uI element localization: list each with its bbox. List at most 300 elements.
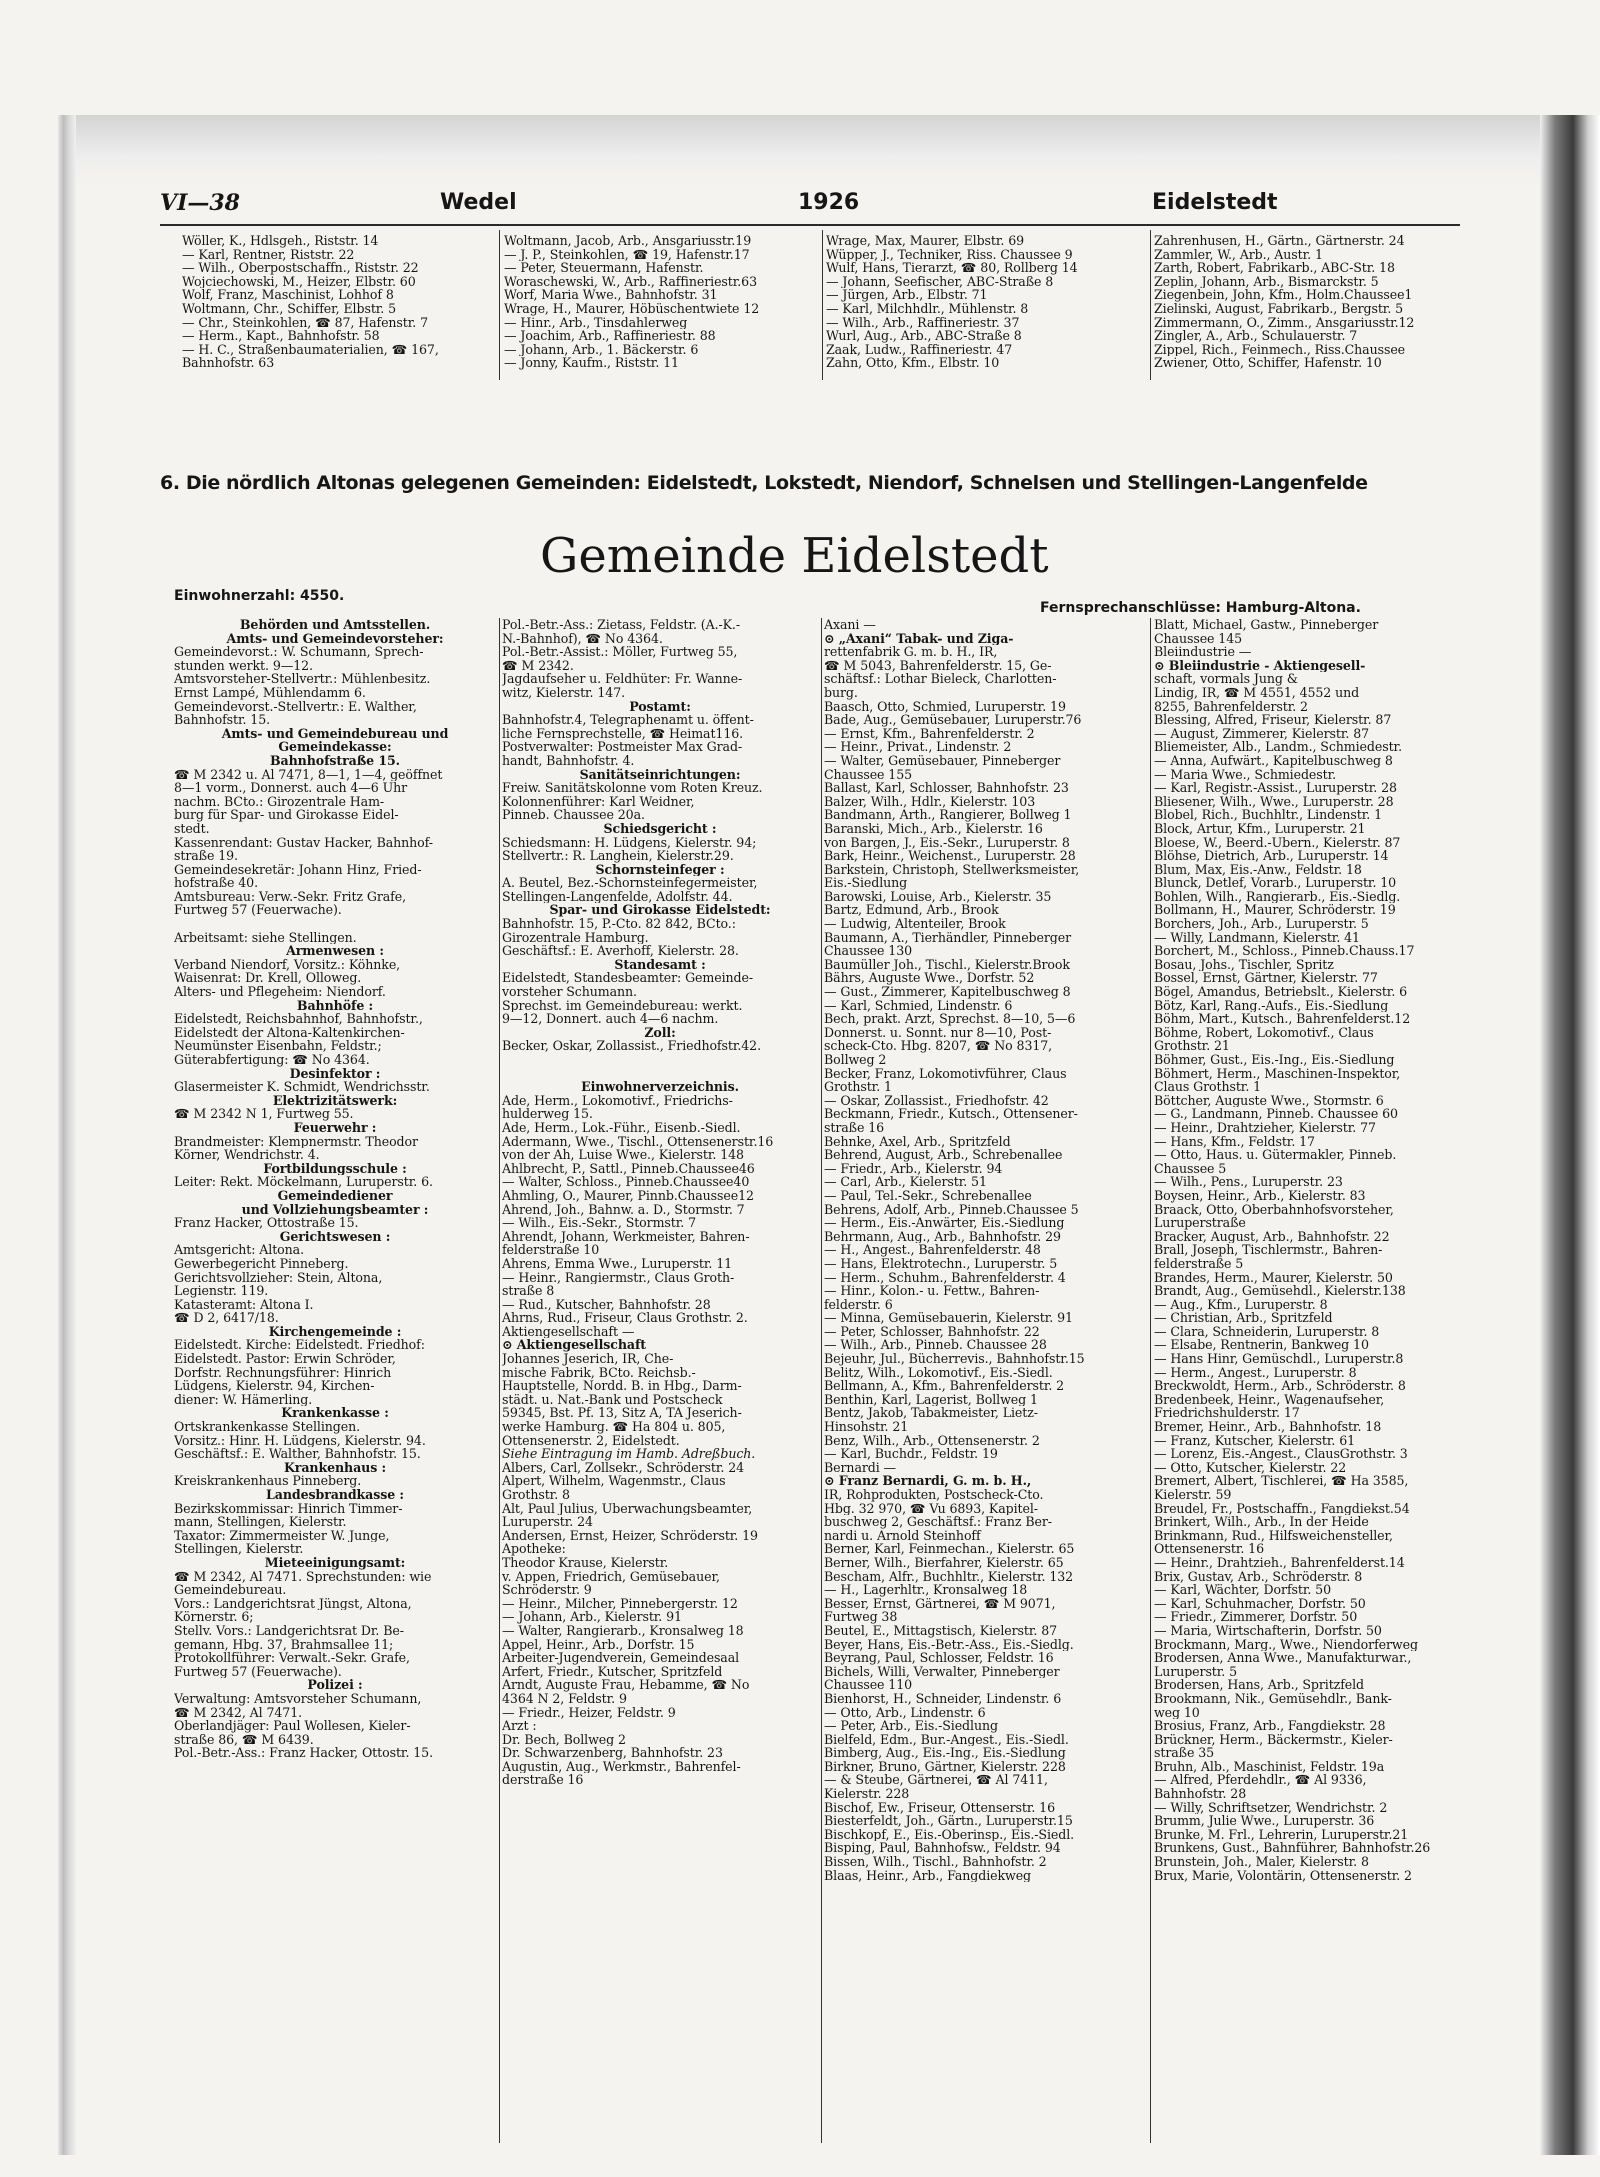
directory-entry: — H. C., Straßenbaumaterialien, ☎ 167,: [182, 342, 439, 357]
directory-entry: Zarth, Robert, Fabrikarb., ABC-Str. 18: [1154, 261, 1395, 275]
directory-entry: Hbg. 32 970, ☎ Vu 6893, Kapitel-: [824, 1501, 1038, 1516]
directory-entry: — Franz, Kutscher, Kielerstr. 61: [1154, 1433, 1356, 1448]
directory-entry: mann, Stellingen, Kielerstr.: [174, 1515, 347, 1529]
directory-entry: Verband Niendorf, Vorsitz.: Köhnke,: [174, 957, 401, 972]
directory-entry: Jagdaufseher u. Feldhüter: Fr. Wanne-: [502, 672, 743, 686]
header-place-wedel: Wedel: [440, 190, 517, 215]
directory-entry: Ortskrankenkasse Stellingen.: [174, 1420, 361, 1434]
directory-entry: Eidelstedt, Standesbeamter: Gemeinde-: [502, 971, 754, 986]
directory-entry: Pol.-Betr.-Assist.: Möller, Furtweg 55,: [502, 645, 738, 659]
directory-entry: Sanitätseinrichtungen:: [579, 767, 741, 782]
directory-entry: Bötz, Karl, Rang.-Aufs., Eis.-Siedlung: [1154, 998, 1389, 1013]
directory-entry: Bredenbeek, Heinr., Wagenaufseher,: [1154, 1392, 1385, 1407]
directory-entry: — Alfred, Pferdehdlr., ☎ Al 9336,: [1154, 1773, 1367, 1788]
directory-entry: stedt.: [174, 821, 210, 836]
directory-entry: — G., Landmann, Pinneb. Chaussee 60: [1154, 1107, 1398, 1121]
directory-entry: — Peter, Steuermann, Hafenstr.: [504, 261, 704, 275]
directory-entry: Vorsitz.: Hinr. H. Lüdgens, Kielerstr. 94.: [174, 1433, 426, 1448]
directory-entry: Ziegenbein, John, Kfm., Holm.Chaussee1: [1154, 288, 1413, 302]
directory-entry: Eidelstedt, Reichsbahnhof, Bahnhofstr.,: [174, 1012, 423, 1026]
directory-entry: Gemeindevorst.-Stellvertr.: E. Walther,: [174, 699, 417, 714]
directory-entry: Protokollführer: Verwalt.-Sekr. Grafe,: [174, 1651, 410, 1665]
directory-entry: Eidelstedt. Pastor: Erwin Schröder,: [174, 1352, 396, 1366]
directory-entry: — Karl, Wächter, Dorfstr. 50: [1154, 1583, 1331, 1597]
directory-entry: Gerichtsvollzieher: Stein, Altona,: [174, 1270, 383, 1285]
directory-entry: ☎ M 2342, Al 7471.: [174, 1705, 303, 1720]
directory-entry: Chaussee 145: [1154, 631, 1243, 646]
directory-entry: — Walter, Rangierarb., Kronsalweg 18: [502, 1623, 744, 1638]
directory-entry: Kolonnenführer: Karl Weidner,: [502, 794, 695, 809]
directory-entry: Elektrizitätswerk:: [272, 1093, 398, 1108]
column-divider: [499, 618, 500, 2143]
directory-entry: Körnerstr. 6;: [174, 1610, 254, 1624]
directory-entry: derstraße 16: [502, 1773, 584, 1788]
directory-entry: Güterabfertigung: ☎ No 4364.: [174, 1053, 370, 1067]
directory-entry: 59345, Bst. Pf. 13, Sitz A, TA Jeserich-: [502, 1406, 742, 1421]
directory-entry: Zahrenhusen, H., Gärtn., Gärtnerstr. 24: [1154, 234, 1405, 248]
directory-entry: Kielerstr. 228: [824, 1787, 910, 1801]
directory-entry: Arfert, Friedr., Kutscher, Spritzfeld: [502, 1664, 723, 1679]
directory-entry: weg 10: [1154, 1705, 1200, 1720]
directory-entry: Blobel, Rich., Buchhltr., Lindenstr. 1: [1154, 808, 1382, 822]
directory-entry: Kassenrendant: Gustav Hacker, Bahnhof-: [174, 835, 433, 850]
directory-entry: straße 35: [1154, 1746, 1215, 1760]
directory-entry: Stellingen, Kielerstr.: [174, 1542, 304, 1556]
directory-entry: Furtweg 57 (Feuerwache).: [174, 1664, 342, 1679]
directory-entry: Gemeindebureau.: [174, 1583, 287, 1597]
directory-entry: Benz, Wilh., Arb., Ottensenerstr. 2: [824, 1433, 1040, 1448]
wedel-column-1: [182, 234, 497, 370]
directory-entry: Behrmann, Aug., Arb., Bahnhofstr. 29: [824, 1229, 1061, 1244]
directory-entry: Theodor Krause, Kielerstr.: [502, 1555, 669, 1570]
directory-entry: — Karl, Milchhdlr., Mühlenstr. 8: [826, 301, 1029, 316]
directory-entry: Kielerstr. 59: [1154, 1488, 1232, 1502]
directory-entry: Brall, Joseph, Tischlermstr., Bahren-: [1154, 1243, 1383, 1257]
directory-entry: Brux, Marie, Volontärin, Ottensenerstr. 2: [1154, 1868, 1412, 1883]
directory-entry: Blunck, Detlef, Vorarb., Luruperstr. 10: [1154, 876, 1397, 890]
directory-entry: Johannes Jeserich, IR, Che-: [502, 1352, 674, 1366]
directory-entry: Schiedsgericht :: [603, 821, 717, 836]
directory-entry: ☎ M 5043, Bahrenfelderstr. 15, Ge-: [824, 658, 1052, 673]
directory-entry: — Oskar, Zollassist., Friedhofstr. 42: [824, 1093, 1049, 1108]
directory-entry: — Gust., Zimmerer, Kapitelbuschweg 8: [824, 985, 1071, 999]
directory-entry: — Elsabe, Rentnerin, Bankweg 10: [1154, 1338, 1369, 1353]
directory-entry: Zaak, Ludw., Raffineriestr. 47: [826, 342, 1013, 357]
directory-entry: ☎ M 2342 u. Al 7471, 8—1, 1—4, geöffnet: [174, 767, 443, 782]
directory-entry: Ahlbrecht, P., Sattl., Pinneb.Chaussee46: [502, 1161, 755, 1176]
directory-entry: Zippel, Rich., Feinmech., Riss.Chaussee: [1154, 342, 1406, 357]
directory-entry: — Herm., Schuhm., Bahrenfelderstr. 4: [824, 1270, 1066, 1285]
directory-entry: Grothstr. 1: [824, 1080, 892, 1094]
directory-entry: buschweg 2, Geschäftsf.: Franz Ber-: [824, 1515, 1052, 1529]
scan-border-right: [1540, 115, 1600, 2155]
directory-entry: werke Hamburg. ☎ Ha 804 u. 805,: [502, 1420, 726, 1434]
directory-entry: Furtweg 38: [824, 1610, 898, 1624]
directory-entry: Woltmann, Jacob, Arb., Ansgariusstr.19: [504, 234, 752, 248]
directory-entry: Dorfstr. Rechnungsführer: Hinrich: [174, 1365, 392, 1380]
directory-entry: Bienhorst, H., Schneider, Lindenstr. 6: [824, 1691, 1062, 1706]
directory-entry: Bahnhofstraße 15.: [270, 753, 400, 768]
directory-entry: hofstraße 40.: [174, 876, 259, 890]
directory-entry: Girozentrale Hamburg.: [502, 930, 649, 945]
directory-entry: — & Steube, Gärtnerei, ☎ Al 7411,: [824, 1773, 1048, 1788]
directory-entry: Beyer, Hans, Eis.-Betr.-Ass., Eis.-Siedlg.: [824, 1637, 1074, 1652]
directory-entry: — Friedr., Zimmerer, Dorfstr. 50: [1154, 1610, 1358, 1624]
directory-entry: ⊙ Bleiindustrie - Aktiengesell-: [1154, 658, 1366, 673]
directory-entry: Bahnhofstr.4, Telegraphenamt u. öffent-: [502, 713, 754, 727]
directory-entry: Ahrns, Rud., Friseur, Claus Grothstr. 2.: [502, 1311, 748, 1325]
directory-entry: Behrens, Adolf, Arb., Pinneb.Chaussee 5: [824, 1202, 1079, 1217]
directory-entry: hulderweg 15.: [502, 1107, 593, 1121]
directory-entry: Alt, Paul Julius, Überwachungsbeamter,: [502, 1501, 753, 1516]
directory-entry: Mieteeinigungsamt:: [264, 1555, 406, 1570]
directory-entry: 9—12, Donnert. auch 4—6 nachm.: [502, 1012, 719, 1026]
directory-entry: Arbeiter-Jugendverein, Gemeindesaal: [502, 1651, 740, 1665]
directory-entry: Woraschewski, W., Arb., Raffineriestr.63: [504, 274, 758, 289]
directory-entry: — Ludwig, Altenteiler, Brook: [824, 917, 1006, 931]
directory-entry: Hinsohstr. 21: [824, 1420, 909, 1434]
directory-entry: Siehe Eintragung im Hamb. Adreßbuch.: [502, 1447, 756, 1461]
directory-entry: Grothstr. 8: [502, 1488, 570, 1502]
directory-entry: N.-Bahnhof), ☎ No 4364.: [502, 631, 663, 646]
directory-entry: Blaas, Heinr., Arb., Fangdiekweg: [824, 1868, 1032, 1883]
directory-entry: Postverwalter: Postmeister Max Grad-: [502, 740, 743, 754]
directory-entry: Brinkmann, Rud., Hilfsweichensteller,: [1154, 1528, 1393, 1543]
directory-entry: — Walter, Gemüsebauer, Pinneberger: [824, 753, 1061, 768]
directory-entry: Feuerwehr :: [293, 1120, 377, 1135]
column-divider: [1150, 618, 1151, 2143]
directory-entry: — Heinr., Drahtzieh., Bahrenfelderst.14: [1154, 1555, 1405, 1570]
directory-entry: — Chr., Steinkohlen, ☎ 87, Hafenstr. 7: [182, 315, 429, 330]
directory-entry: Bliesener, Wilh., Wwe., Luruperstr. 28: [1154, 794, 1394, 809]
directory-entry: Bahnhofstr. 15, P.-Cto. 82 842, BCto.:: [502, 917, 736, 931]
directory-entry: — Herm., Kapt., Bahnhofstr. 58: [182, 329, 380, 343]
directory-entry: — H., Angest., Bahrenfelderstr. 48: [824, 1243, 1041, 1257]
directory-entry: Oberlandjäger: Paul Wollesen, Kieler-: [174, 1719, 411, 1733]
directory-entry: Böhme, Robert, Lokomotivf., Claus: [1154, 1025, 1374, 1040]
directory-entry: und Vollziehungsbeamter :: [241, 1202, 429, 1217]
header-rule: [160, 224, 1460, 226]
directory-entry: Barowski, Louise, Arb., Kielerstr. 35: [824, 889, 1052, 904]
directory-entry: Legienstr. 119.: [174, 1284, 269, 1298]
directory-entry: Borchers, Joh., Arb., Luruperstr. 5: [1154, 917, 1369, 931]
directory-entry: — Friedr., Heizer, Feldstr. 9: [502, 1705, 676, 1720]
directory-entry: Brookmann, Nik., Gemüsehdlr., Bank-: [1154, 1691, 1392, 1706]
directory-entry: Lüdgens, Kielerstr. 94, Kirchen-: [174, 1379, 375, 1393]
directory-entry: Eidelstedt. Kirche: Eidelstedt. Friedhof:: [174, 1338, 425, 1353]
directory-entry: — Wilh., Arb., Raffineriestr. 37: [826, 315, 1020, 330]
directory-entry: Chaussee 130: [824, 944, 913, 958]
wedel-column-4: [1154, 234, 1454, 370]
directory-entry: Albers, Carl, Zollsekr., Schröderstr. 24: [502, 1460, 745, 1475]
directory-entry: Bahnhöfe :: [296, 998, 374, 1013]
directory-entry: Zoll:: [644, 1025, 676, 1040]
directory-entry: Borchert, M., Schloss., Pinneb.Chauss.17: [1154, 944, 1415, 958]
directory-entry: Andersen, Ernst, Heizer, Schröderstr. 19: [502, 1528, 758, 1543]
directory-entry: Brodersen, Anna Wwe., Manufakturwar.,: [1154, 1651, 1412, 1665]
directory-entry: ☎ M 2342, Al 7471. Sprechstunden: wie: [174, 1569, 432, 1584]
header-year: 1926: [798, 190, 860, 215]
directory-entry: Dr. Bech, Bollweg 2: [502, 1732, 626, 1747]
directory-entry: — Minna, Gemüsebauerin, Kielerstr. 91: [824, 1311, 1073, 1325]
directory-entry: Bichels, Willi, Verwalter, Pinneberger: [824, 1664, 1060, 1679]
directory-entry: [502, 1053, 818, 1067]
directory-entry: Gemeindekasse:: [278, 740, 392, 754]
directory-entry: — Hans, Elektrotechn., Luruperstr. 5: [824, 1256, 1058, 1271]
directory-entry: Geschäftsf.: E. Averhoff, Kielerstr. 28.: [502, 944, 739, 958]
directory-entry: Grothstr. 21: [1154, 1039, 1230, 1053]
directory-entry: Bescham, Alfr., Buchhltr., Kielerstr. 132: [824, 1569, 1074, 1584]
column-divider: [499, 230, 500, 380]
directory-entry: Breckwoldt, Herm., Arb., Schröderstr. 8: [1154, 1379, 1406, 1393]
directory-entry: — Friedr., Arb., Kielerstr. 94: [824, 1161, 1003, 1176]
directory-entry: Belitz, Wilh., Lokomotivf., Eis.-Siedl.: [824, 1365, 1053, 1380]
directory-entry: Beutel, E., Mittagstisch, Kielerstr. 87: [824, 1623, 1058, 1638]
directory-entry: Brunke, M. Frl., Lehrerin, Luruperstr.21: [1154, 1827, 1409, 1842]
directory-entry: Biesterfeldt, Joh., Gärtn., Luruperstr.15: [824, 1814, 1073, 1828]
directory-entry: Krankenhaus :: [283, 1460, 387, 1475]
directory-entry: Bollmann, H., Maurer, Schröderstr. 19: [1154, 903, 1396, 918]
directory-entry: nardi u. Arnold Steinhoff: [824, 1528, 981, 1543]
eidelstedt-column-3: [824, 618, 1148, 1882]
directory-entry: vorsteher Schumann.: [502, 985, 637, 999]
directory-entry: Wulf, Hans, Tierarzt, ☎ 80, Rollberg 14: [826, 261, 1078, 275]
directory-entry: — Johann, Arb., 1. Bäckerstr. 6: [504, 342, 699, 357]
directory-entry: Bisping, Paul, Bahnhofsw., Feldstr. 94: [824, 1841, 1061, 1856]
directory-entry: Benthin, Karl, Lagerist, Bollweg 1: [824, 1392, 1038, 1407]
gemeinde-title: Gemeinde Eidelstedt: [540, 528, 1049, 584]
directory-entry: Gemeindevorst.: W. Schumann, Sprech-: [174, 645, 424, 659]
directory-entry: Brix, Gustav, Arb., Schröderstr. 8: [1154, 1569, 1363, 1584]
directory-entry: Arbeitsamt: siehe Stellingen.: [174, 930, 357, 945]
column-divider: [822, 230, 823, 380]
directory-entry: Hauptstelle, Nordd. B. in Hbg., Darm-: [502, 1379, 742, 1393]
directory-entry: Brinkert, Wilh., Arb., In der Heide: [1154, 1515, 1369, 1529]
directory-entry: Brockmann, Marg., Wwe., Niendorferweg: [1154, 1637, 1418, 1652]
directory-entry: Zimmermann, O., Zimm., Ansgariusstr.12: [1154, 315, 1415, 330]
directory-entry: Bremer, Heinr., Arb., Bahnhofstr. 18: [1154, 1420, 1382, 1434]
header-place-eidelstedt: Eidelstedt: [1152, 190, 1278, 215]
directory-entry: Vors.: Landgerichtsrat Jüngst, Altona,: [174, 1596, 412, 1611]
directory-entry: — Hans, Kfm., Feldstr. 17: [1154, 1134, 1315, 1149]
directory-entry: Bellmann, A., Kfm., Bahrenfelderstr. 2: [824, 1379, 1065, 1393]
directory-entry: — Heinr., Privat., Lindenstr. 2: [824, 740, 1012, 754]
directory-entry: Wolf, Franz, Maschinist, Lohhof 8: [182, 288, 394, 302]
directory-entry: Schornsteinfeger :: [595, 862, 725, 877]
directory-entry: Brandt, Aug., Gemüsehdl., Kielerstr.138: [1154, 1284, 1406, 1298]
directory-entry: — Hinr., Kolon.- u. Fettw., Bahren-: [824, 1284, 1040, 1298]
directory-entry: — Carl, Arb., Kielerstr. 51: [824, 1175, 987, 1189]
directory-entry: Blessing, Alfred, Friseur, Kielerstr. 87: [1154, 713, 1392, 727]
directory-entry: felderstraße 5: [1154, 1256, 1244, 1271]
directory-entry: witz, Kielerstr. 147.: [502, 685, 626, 700]
scan-border-left: [58, 115, 76, 2155]
directory-entry: Gewerbegericht Pinneberg.: [174, 1256, 349, 1271]
directory-entry: — Lorenz, Eis.-Angest., ClausGrothstr. 3: [1154, 1447, 1408, 1461]
directory-entry: Ade, Herm., Lok.-Führ., Eisenb.-Siedl.: [502, 1120, 741, 1135]
directory-entry: — Rud., Kutscher, Bahnhofstr. 28: [502, 1297, 711, 1312]
directory-entry: Alpert, Wilhelm, Wagenmstr., Claus: [502, 1474, 726, 1488]
directory-entry: — Jonny, Kaufm., Riststr. 11: [504, 356, 679, 370]
directory-entry: Bischkopf, E., Eis.-Oberinsp., Eis.-Siedl.: [824, 1827, 1075, 1842]
directory-entry: Pinneb. Chaussee 20a.: [502, 808, 645, 822]
directory-entry: Bissen, Wilh., Tischl., Bahnhofstr. 2: [824, 1855, 1047, 1869]
directory-entry: Landesbrandkasse :: [266, 1488, 404, 1502]
directory-entry: Chaussee 110: [824, 1678, 913, 1692]
directory-entry: Armenwesen :: [286, 944, 384, 958]
directory-entry: Blöhse, Dietrich, Arb., Luruperstr. 14: [1154, 849, 1389, 863]
directory-entry: straße 8: [502, 1284, 555, 1298]
directory-entry: Böttcher, Auguste Wwe., Stormstr. 6: [1154, 1093, 1384, 1108]
directory-entry: — J. P., Steinkohlen, ☎ 19, Hafenstr.17: [504, 247, 750, 262]
directory-entry: — Jürgen, Arb., Elbstr. 71: [826, 288, 988, 302]
directory-entry: — Joachim, Arb., Raffineriestr. 88: [504, 329, 716, 343]
directory-entry: Kreiskrankenhaus Pinneberg.: [174, 1474, 362, 1488]
directory-entry: felderstraße 10: [502, 1243, 600, 1257]
directory-entry: Bernardi —: [824, 1460, 897, 1475]
directory-entry: ☎ M 2342.: [502, 658, 574, 673]
directory-entry: Worf, Maria Wwe., Bahnhofstr. 31: [504, 288, 718, 302]
directory-entry: Böhmert, Herm., Maschinen-Inspektor,: [1154, 1066, 1401, 1081]
directory-entry: — Clara, Schneiderin, Luruperstr. 8: [1154, 1324, 1380, 1339]
directory-entry: Böhmer, Gust., Eis.-Ing., Eis.-Siedlung: [1154, 1053, 1395, 1067]
directory-entry: Aktiengesellschaft —: [502, 1324, 635, 1339]
column-divider: [821, 618, 822, 2143]
directory-entry: Wojciechowski, M., Heizer, Elbstr. 60: [182, 274, 416, 289]
directory-entry: Amts- und Gemeindebureau und: [221, 726, 449, 741]
directory-entry: Wrage, H., Maurer, Höbüschentwiete 12: [504, 301, 760, 316]
directory-entry: Stellingen-Langenfelde, Adolfstr. 44.: [502, 889, 733, 904]
directory-entry: Axani —: [824, 618, 876, 632]
directory-entry: Bosau, Johs., Tischler, Spritz: [1154, 957, 1334, 972]
directory-entry: Kirchengemeinde :: [268, 1324, 402, 1339]
directory-entry: Bährs, Auguste Wwe., Dorfstr. 52: [824, 971, 1035, 986]
directory-entry: Balzer, Wilh., Hdlr., Kielerstr. 103: [824, 794, 1036, 809]
directory-entry: Chaussee 155: [824, 767, 913, 782]
directory-entry: Woltmann, Chr., Schiffer, Elbstr. 5: [182, 301, 397, 316]
directory-entry: — Karl, Rentner, Riststr. 22: [182, 247, 355, 262]
directory-entry: scheck-Cto. Hbg. 8207, ☎ No 8317,: [824, 1039, 1053, 1053]
directory-entry: Ahmling, O., Maurer, Pinnb.Chaussee12: [502, 1188, 754, 1203]
directory-entry: Einwohnerverzeichnis.: [581, 1080, 739, 1094]
directory-entry: 8255, Bahrenfelderstr. 2: [1154, 699, 1308, 714]
directory-entry: Amts- und Gemeindevorsteher:: [226, 631, 444, 646]
directory-entry: Katasteramt: Altona I.: [174, 1297, 314, 1312]
directory-entry: Pol.-Betr.-Ass.: Zietass, Feldstr. (A.-K.-: [502, 618, 740, 632]
directory-entry: Stellvertr.: R. Langhein, Kielerstr.29.: [502, 849, 734, 863]
directory-entry: 8—1 vorm., Donnerst. auch 4—6 Uhr: [174, 781, 408, 795]
directory-entry: Bahnhofstr. 63: [182, 356, 275, 370]
directory-entry: — H., Lagerhltr., Kronsalweg 18: [824, 1583, 1028, 1597]
directory-entry: Bögel, Amandus, Betriebslt., Kielerstr. 6: [1154, 985, 1408, 999]
directory-entry: Claus Grothstr. 1: [1154, 1080, 1262, 1094]
directory-entry: ☎ M 2342 N 1, Furtweg 55.: [174, 1107, 354, 1121]
directory-entry: Bimberg, Aug., Eis.-Ing., Eis.-Siedlung: [824, 1746, 1066, 1760]
directory-entry: Bartz, Edmund, Arb., Brook: [824, 903, 999, 918]
directory-entry: — Heinr., Drahtzieher, Kielerstr. 77: [1154, 1120, 1376, 1135]
directory-entry: Böhm, Mart., Kutsch., Bahrenfelderst.12: [1154, 1012, 1411, 1026]
directory-entry: Franz Hacker, Ottostraße 15.: [174, 1216, 359, 1230]
directory-entry: Arzt :: [502, 1719, 537, 1733]
directory-entry: Bentz, Jakob, Tabakmeister, Lietz-: [824, 1406, 1038, 1421]
directory-entry: — Willy, Landmann, Kielerstr. 41: [1154, 930, 1360, 945]
directory-entry: Bezirkskommissar: Hinrich Timmer-: [174, 1501, 403, 1516]
eidelstedt-column-2: [502, 618, 818, 1787]
directory-entry: Bremert, Albert, Tischlerei, ☎ Ha 3585,: [1154, 1474, 1409, 1488]
directory-entry: Spar- und Girokasse Eidelstedt:: [549, 903, 771, 918]
directory-entry: — Maria Wwe., Schmiedestr.: [1154, 767, 1337, 782]
directory-entry: Brumm, Julie Wwe., Luruperstr. 36: [1154, 1814, 1375, 1828]
directory-entry: Ernst Lampé, Mühlendamm 6.: [174, 685, 366, 700]
directory-entry: Eis.-Siedlung: [824, 876, 908, 890]
directory-entry: Amtsbureau: Verw.-Sekr. Fritz Grafe,: [174, 889, 406, 904]
directory-entry: Brandmeister: Klempnermstr. Theodor: [174, 1134, 418, 1149]
eidelstedt-column-1: [174, 618, 496, 1760]
directory-entry: Taxator: Zimmermeister W. Junge,: [174, 1528, 390, 1543]
directory-entry: Birkner, Bruno, Gärtner, Kielerstr. 228: [824, 1759, 1066, 1774]
directory-entry: — Otto, Kutscher, Kielerstr. 22: [1154, 1460, 1347, 1475]
wedel-column-2: [504, 234, 818, 370]
directory-entry: Chaussee 5: [1154, 1161, 1227, 1176]
directory-entry: — Maria, Wirtschafterin, Dorfstr. 50: [1154, 1623, 1382, 1638]
directory-entry: straße 16: [824, 1120, 885, 1135]
directory-entry: Waisenrat: Dr. Krell, Olloweg.: [174, 971, 362, 986]
directory-entry: Polizei :: [307, 1678, 363, 1692]
directory-entry: Baumüller Joh., Tischl., Kielerstr.Brook: [824, 957, 1070, 972]
directory-entry: Luruperstr. 5: [1154, 1664, 1238, 1679]
directory-entry: Körner, Wendrichstr. 4.: [174, 1148, 320, 1162]
directory-entry: Zielinski, August, Fabrikarb., Bergstr. 5: [1154, 301, 1404, 316]
directory-entry: Eidelstedt der Altona-Kaltenkirchen-: [174, 1025, 405, 1040]
directory-entry: — Paul, Tel.-Sekr., Schrebenallee: [824, 1188, 1032, 1203]
directory-entry: Wöller, K., Hdlsgeh., Riststr. 14: [182, 234, 379, 248]
directory-entry: mische Fabrik, BCto. Reichsb.-: [502, 1365, 696, 1380]
directory-entry: — Otto, Arb., Lindenstr. 6: [824, 1705, 986, 1720]
section-title: 6. Die nördlich Altonas gelegenen Gemeinden: Eidelstedt, Lokstedt, Niendorf, Schnelsen und Stellingen-Langenfelde: [160, 472, 1368, 494]
directory-entry: Baumann, A., Tierhändler, Pinneberger: [824, 930, 1072, 945]
directory-entry: Bollweg 2: [824, 1053, 887, 1067]
directory-entry: Bandmann, Arth., Rangierer, Bollweg 1: [824, 808, 1072, 822]
directory-entry: Ballast, Karl, Schlosser, Bahnhofstr. 23: [824, 781, 1069, 795]
directory-entry: Zwiener, Otto, Schiffer, Hafenstr. 10: [1154, 356, 1382, 370]
directory-entry: Appel, Heinr., Arb., Dorfstr. 15: [502, 1637, 695, 1652]
directory-entry: Ottensenerstr. 16: [1154, 1542, 1265, 1556]
directory-entry: straße 19.: [174, 849, 238, 863]
directory-entry: Donnerst. u. Sonnt. nur 8—10, Post-: [824, 1025, 1052, 1040]
directory-entry: Bielfeld, Edm., Bur.-Angest., Eis.-Siedl.: [824, 1732, 1069, 1747]
directory-entry: Krankenkasse :: [281, 1406, 389, 1421]
directory-entry: Bark, Heinr., Weichenst., Luruperstr. 28: [824, 849, 1076, 863]
directory-entry: Bossel, Ernst, Gärtner, Kielerstr. 77: [1154, 971, 1378, 986]
directory-entry: Augustin, Aug., Werkmstr., Bahrenfel-: [502, 1759, 741, 1774]
directory-entry: [174, 917, 496, 931]
directory-entry: — Peter, Arb., Eis.-Siedlung: [824, 1719, 998, 1733]
fernsprech-note: Fernsprechanschlüsse: Hamburg-Altona.: [1040, 600, 1361, 616]
directory-entry: Bliemeister, Alb., Landm., Schmiedestr.: [1154, 740, 1402, 754]
page-number: VI—38: [160, 190, 240, 216]
directory-entry: Wurl, Aug., Arb., ABC-Straße 8: [826, 329, 1022, 343]
eidelstedt-column-4: [1154, 618, 1454, 1882]
directory-entry: Baasch, Otto, Schmied, Luruperstr. 19: [824, 699, 1066, 714]
directory-entry: Beyrang, Paul, Schlosser, Feldstr. 16: [824, 1651, 1054, 1665]
directory-entry: von der Ah, Luise Wwe., Kielerstr. 148: [502, 1148, 744, 1162]
directory-entry: — Aug., Kfm., Luruperstr. 8: [1154, 1297, 1328, 1312]
directory-entry: — Peter, Schlosser, Bahnhofstr. 22: [824, 1324, 1040, 1339]
directory-entry: Bade, Aug., Gemüsebauer, Luruperstr.76: [824, 713, 1082, 727]
directory-entry: diener: W. Hämerling.: [174, 1392, 313, 1407]
directory-entry: Geschäftsf.: E. Walther, Bahnhofstr. 15.: [174, 1447, 421, 1461]
directory-entry: ⊙ Aktiengesellschaft: [502, 1338, 647, 1353]
